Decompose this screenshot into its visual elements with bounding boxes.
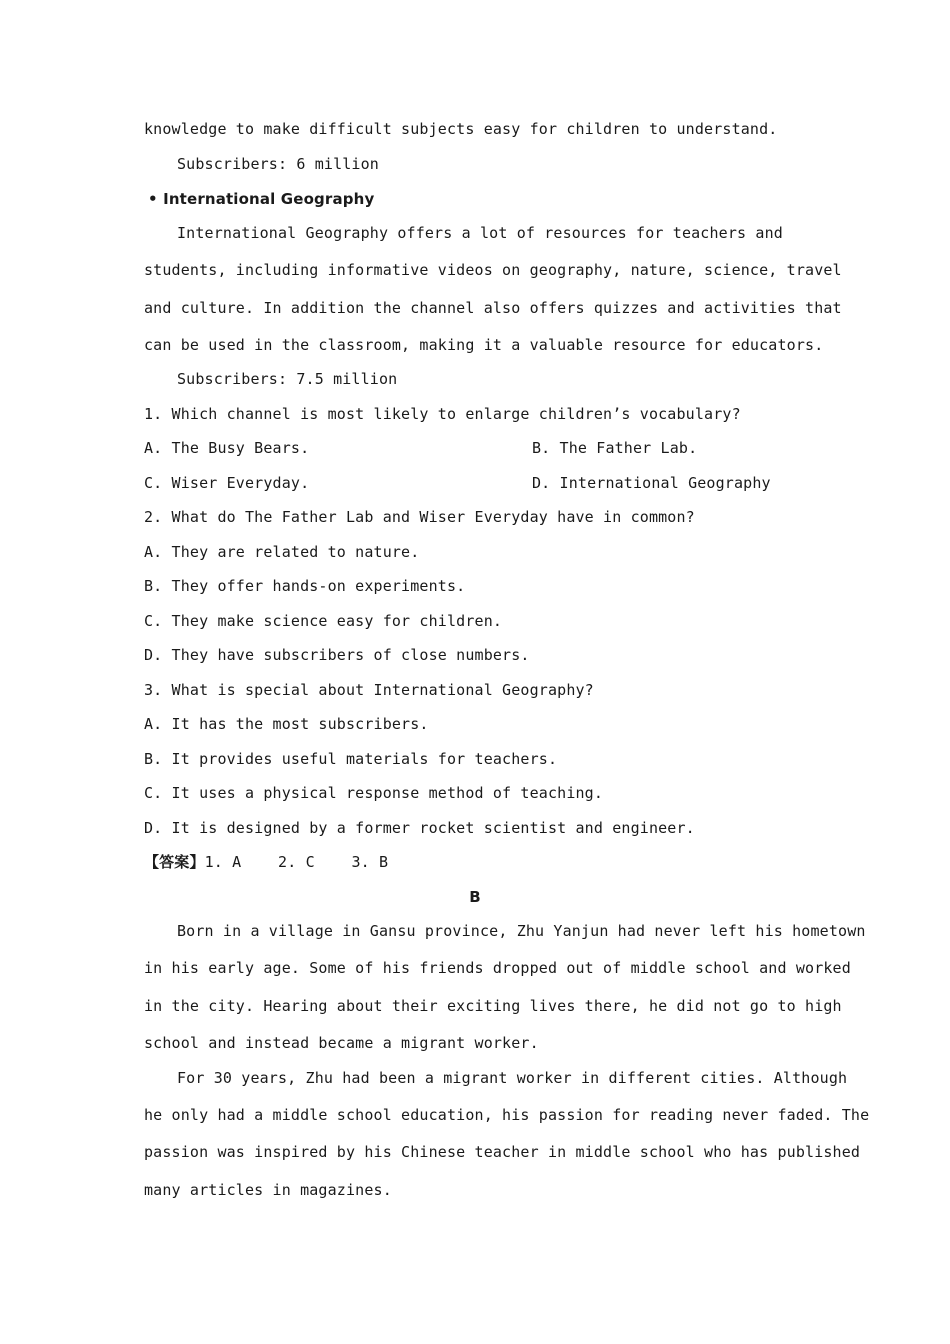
option-b: B. It provides useful materials for teachers. [144, 750, 558, 768]
text-line: Born in a village in Gansu province, Zhu Yanjun had never left his hometown [177, 922, 866, 940]
option-c: C. They make science easy for children. [144, 612, 503, 630]
answer-label: 【答案】 [144, 853, 205, 871]
option-a: A. The Busy Bears. [144, 439, 310, 457]
question-stem: 1. Which channel is most likely to enlarge children’s vocabulary? [144, 405, 741, 423]
text-line: and culture. In addition the channel also offers quizzes and activities that [144, 299, 842, 317]
text-line: passion was inspired by his Chinese teacher in middle school who has published [144, 1143, 861, 1161]
bullet: • [148, 190, 158, 208]
part-heading: B [469, 888, 481, 906]
text-line: school and instead became a migrant worker. [144, 1034, 539, 1052]
option-a: A. They are related to nature. [144, 543, 420, 561]
question-stem: 3. What is special about International Geography? [144, 681, 594, 699]
text-line: students, including informative videos on geography, nature, science, travel [144, 261, 842, 279]
option-d: D. It is designed by a former rocket scientist and engineer. [144, 819, 695, 837]
text-line: in his early age. Some of his friends dropped out of middle school and worked [144, 959, 851, 977]
option-d: D. They have subscribers of close numbers. [144, 646, 530, 664]
section-title: International Geography [163, 190, 375, 208]
answer-line [144, 852, 388, 872]
option-b: B. The Father Lab. [532, 439, 698, 457]
option-c: C. Wiser Everyday. [144, 474, 310, 492]
text-line: many articles in magazines. [144, 1181, 392, 1199]
option-b: B. They offer hands-on experiments. [144, 577, 466, 595]
text-line: knowledge to make difficult subjects easy for children to understand. [144, 120, 778, 138]
answer-text: 1. A 2. C 3. B [204, 853, 389, 871]
option-d: D. International Geography [532, 474, 771, 492]
text-line: International Geography offers a lot of resources for teachers and [177, 224, 783, 242]
subscriber-count: Subscribers: 7.5 million [177, 370, 398, 388]
option-a: A. It has the most subscribers. [144, 715, 429, 733]
question-stem: 2. What do The Father Lab and Wiser Everyday have in common? [144, 508, 695, 526]
text-line: he only had a middle school education, his passion for reading never faded. The [144, 1106, 870, 1124]
text-line: can be used in the classroom, making it a valuable resource for educators. [144, 336, 824, 354]
option-c: C. It uses a physical response method of teaching. [144, 784, 604, 802]
section-heading [148, 189, 374, 209]
text-line: For 30 years, Zhu had been a migrant worker in different cities. Although [177, 1069, 848, 1087]
text-line: in the city. Hearing about their exciting lives there, he did not go to high [144, 997, 842, 1015]
subscriber-count: Subscribers: 6 million [177, 155, 379, 173]
